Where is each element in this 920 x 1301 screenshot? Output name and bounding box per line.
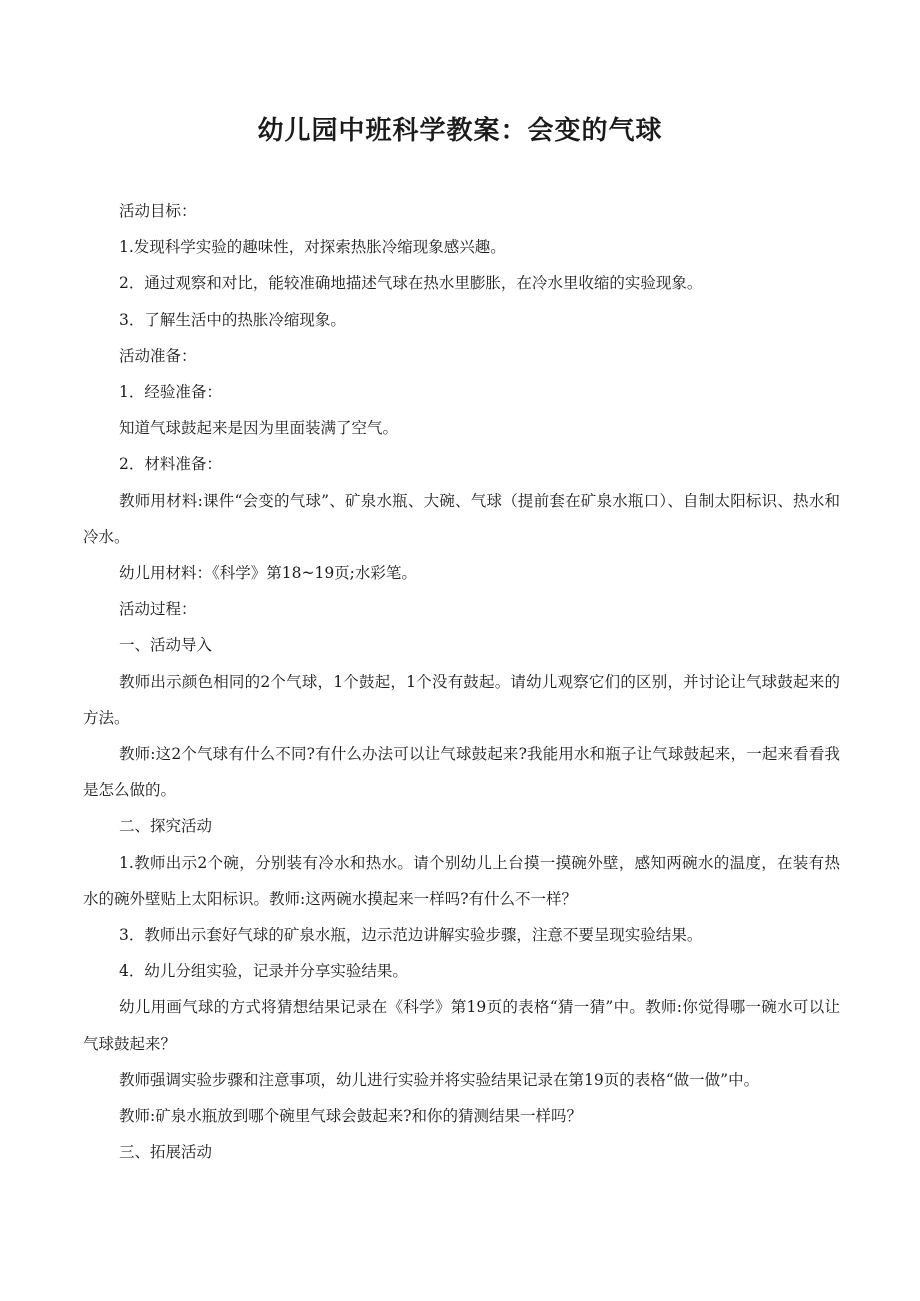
exploration-step-1: 1.教师出示2个碗，分别装有冷水和热水。请个别幼儿上台摸一摸碗外壁，感知两碗水的温度，在装有热水的碗外壁贴上太阳标识。教师:这两碗水摸起来一样吗?有什么不一样？ — [83, 853, 840, 908]
document-body — [83, 193, 840, 1170]
subheading-exploration: 二、探究活动 — [119, 817, 213, 836]
section-heading-process: 活动过程： — [119, 600, 197, 619]
introduction-paragraph-1: 教师出示颜色相同的2个气球，1个鼓起，1个没有鼓起。请幼儿观察它们的区别，并讨论让气球鼓起来的方法。 — [83, 672, 840, 727]
preparation-text: 知道气球鼓起来是因为里面装满了空气。 — [119, 419, 399, 438]
subheading-extension: 三、拓展活动 — [119, 1143, 213, 1162]
goal-item-3: 3．了解生活中的热胀冷缩现象。 — [119, 310, 346, 329]
subheading-introduction: 一、活动导入 — [119, 636, 213, 655]
exploration-paragraph-question: 教师:矿泉水瓶放到哪个碗里气球会鼓起来?和你的猜测结果一样吗？ — [119, 1107, 583, 1126]
exploration-step-4: 4．幼儿分组实验，记录并分享实验结果。 — [119, 962, 408, 981]
goal-item-1: 1.发现科学实验的趣味性，对探索热胀冷缩现象感兴趣。 — [119, 238, 506, 257]
preparation-item-2: 2．材料准备： — [119, 455, 222, 474]
document-title: 幼儿园中班科学教案：会变的气球 — [257, 116, 663, 146]
child-materials: 幼儿用材料：《科学》第18~19页;水彩笔。 — [119, 564, 417, 583]
section-heading-goals: 活动目标： — [119, 202, 197, 220]
teacher-materials: 教师用材料:课件“会变的气球”、矿泉水瓶、大碗、气球（提前套在矿泉水瓶口）、自制太阳标识、热水和冷水。 — [83, 491, 840, 546]
exploration-paragraph-guess: 幼儿用画气球的方式将猜想结果记录在《科学》第19页的表格“猜一猜”中。教师:你觉得哪一碗水可以让气球鼓起来？ — [83, 998, 840, 1053]
exploration-paragraph-do: 教师强调实验步骤和注意事项，幼儿进行实验并将实验结果记录在第19页的表格“做一做”中。 — [119, 1070, 760, 1089]
introduction-paragraph-2: 教师:这2个气球有什么不同?有什么办法可以让气球鼓起来?我能用水和瓶子让气球鼓起来，一起来看看我是怎么做的。 — [83, 745, 840, 800]
preparation-item-1: 1．经验准备： — [119, 383, 222, 402]
exploration-step-3: 3．教师出示套好气球的矿泉水瓶，边示范边讲解实验步骤，注意不要呈现实验结果。 — [119, 926, 703, 945]
section-heading-preparation: 活动准备： — [119, 346, 197, 365]
goal-item-2: 2．通过观察和对比，能较准确地描述气球在热水里膨胀，在冷水里收缩的实验现象。 — [119, 274, 703, 293]
